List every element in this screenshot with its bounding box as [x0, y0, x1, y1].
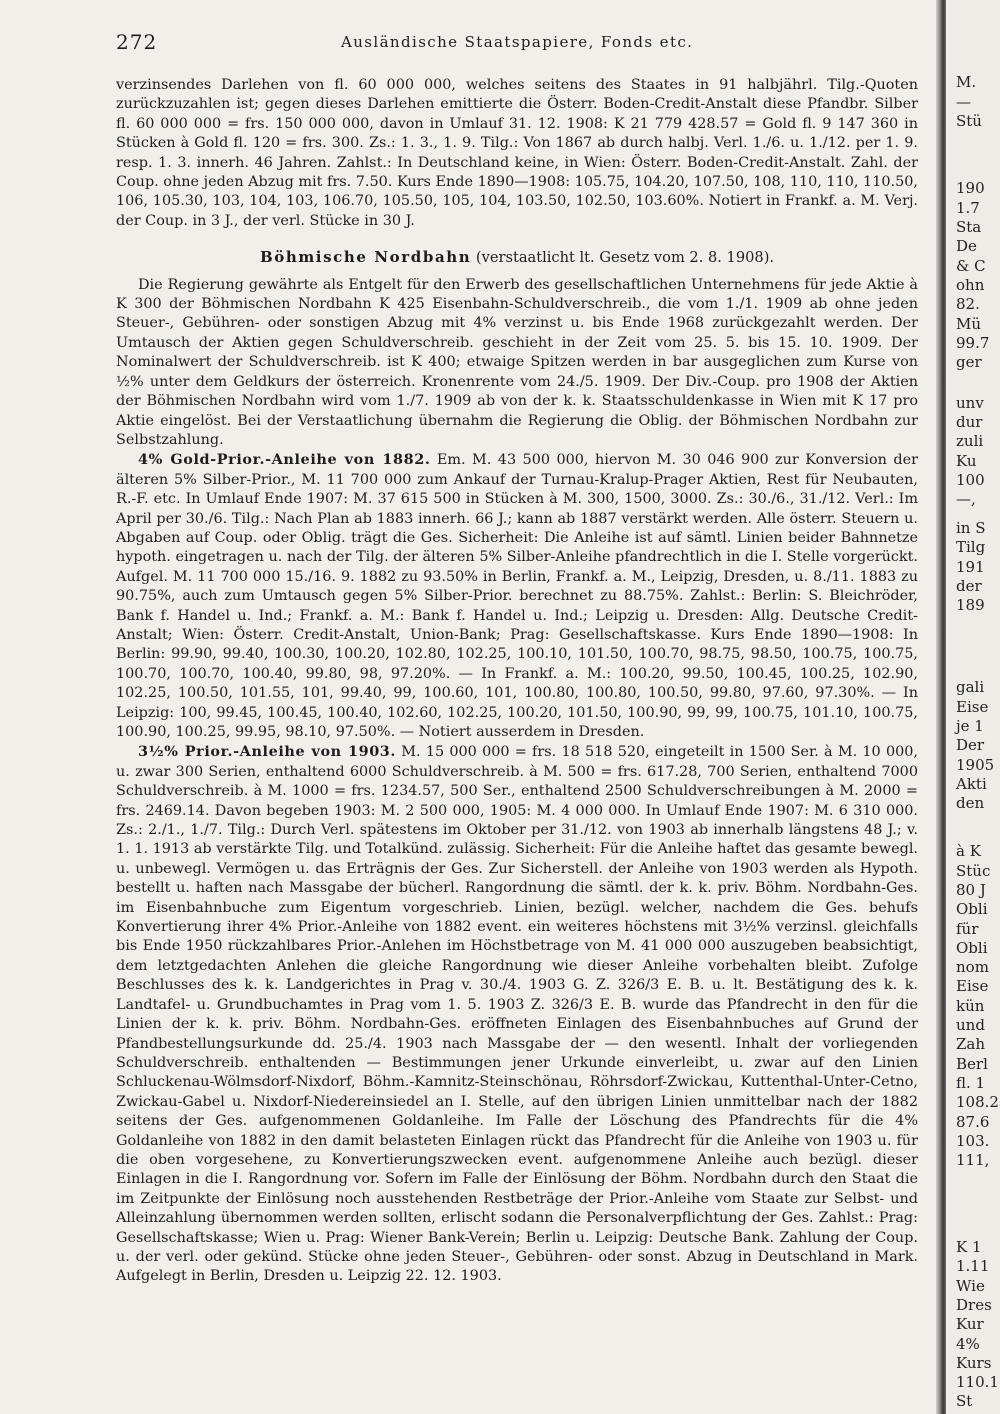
adjacent-page-fragment: 189: [956, 596, 985, 615]
adjacent-page-edge: [948, 0, 1000, 1414]
loan-1903-title: 3½% Prior.-Anleihe von 1903.: [138, 743, 397, 761]
adjacent-page-fragment: je 1: [956, 716, 984, 735]
book-spine-shadow: [936, 0, 946, 1414]
adjacent-page-fragment: Wie: [956, 1276, 985, 1295]
loan-1903-text: M. 15 000 000 = frs. 18 518 520, eingeteilt in 1500 Ser. à M. 10 000, u. zwar 300 Serien, enthaltend 6000 Schuldverschreib. à M. 500 = frs. 617.28, 700 Serien, enthaltend 7000 Schuldverschreib. à M. 1000 = frs. 1234.57, 500 Ser., enthaltend 2500 Schuldverschreibungen à M. 2000 = frs. 2469.14. Davon begeben 1903: M. 2 500 000, 1905: M. 4 000 000. In Umlauf Ende 1907: M. 6 310 000. Zs.: 2./1., 1./7. Tilg.: Durch Verl. spätestens im Oktober per 31./12. von 1903 ab innerhalb längstens 48 J.; v. 1. 1. 1913 ab verstärkte Tilg. und Totalkünd. zulässig. Sicherheit: Für die Anleihe haftet das gesamte bewegl. u. unbewegl. Vermögen u. das Erträgnis der Ges. Zur Sicherstell. der Anleihe von 1903 werden als Hypoth. bestellt u. haften nach Massgabe der bücherl. Rangordnung die sämtl. der k. k. priv. Böhm. Nordbahn-Ges. im Eisenbahnbuche zum Eigentum vorgeschrieb. Linien, bezügl. welcher, nachdem die Ges. behufs Konvertierung ihrer 4% Prior.-Anleihe von 1882 event. ein weiteres höchstens mit 3½% verzinsl. gleichfalls bis Ende 1950 rückzahlbares Prior.-Anlehen im Höchstbetrage von M. 41 000 000 auszugeben beabsichtigt, dem letztgedachten Anlehen die gleiche Rangordnung wie dieser Anleihe vorbehalten bleibt. Zufolge Beschlusses des k. k. Landgerichtes in Prag v. 30./4. 1903 G. Z. 326/3 E. B. u. lt. Bestätigung des k. k. Landtafel- u. Grundbuchamtes in Prag vom 1. 5. 1903 Z. 326/3 E. B. wurde das Pfandrecht in den für die Linien der k. k. priv. Böhm. Nordbahn-Ges. eröffneten Einlagen des Eisenbahnbuches auf Grund der Pfandbestellungsurkunde dd. 25./4. 1903 nach Massgabe der — den wesentl. Inhalt der vorliegenden Schuldverschreib. enthaltenden — Bestimmungen jener Urkunde einverleibt, u. zwar auf den Linien Schluckenau-Wölmsdorf-Nixdorf, Böhm.-Kamnitz-Steinschönau, Röhrsdorf-Zwickau, Kuttenthal-Unter-Cetno, Zwickau-Gabel u. Nixdorf-Niedereinsiedel an I. Stelle, auf den übrigen Linien unmittelbar nach der 1882 seitens der Ges. aufgenommenen Goldanleihe. Im Falle der Löschung des Pfandrechts für die 4% Goldanleihe von 1882 in den damit belasteten Einlagen rückt das Pfandrecht für die Anleihe von 1903 u. für die oben vorgesehene, zu Konvertierungszwecken event. aufgenommene Anleihe auch bezügl. dieser Einlagen in die I. Rangordnung vor. Sofern im Falle der Einlösung der Böhm. Nordbahn durch den Staat die im Zeitpunkte der Einlösung noch ausstehenden Restbeträge der Prior.-Anleihe vom Staate zur Selbst- und Alleinzahlung übernommen werden sollten, erlischt sodann die Personalverpflichtung der Ges. Zahlst.: Prag: Gesellschaftskasse; Wien u. Prag: Wiener Bank-Verein; Berlin u. Leipzig: Deutsche Bank. Zahlung der Coup. u. der verl. oder gekünd. Stücke ohne jeden Steuer-, Gebühren- oder sonst. Abzug in Deutschland in Mark. Aufgelegt in Berlin, Dresden u. Leipzig 22. 12. 1903.: [116, 744, 918, 1285]
adjacent-page-fragment: ohn: [956, 275, 985, 294]
adjacent-page-fragment: Eise: [956, 977, 989, 996]
adjacent-page-fragment: 190: [956, 179, 985, 198]
adjacent-page-fragment: M.: [956, 73, 977, 92]
adjacent-page-fragment: Obli: [956, 900, 988, 919]
loan-1903-paragraph: [116, 742, 918, 1286]
page-number: 272: [116, 30, 158, 54]
adjacent-page-fragment: —: [956, 92, 971, 111]
adjacent-page-fragment: St: [956, 1392, 973, 1411]
adjacent-page-fragment: Mü: [956, 314, 982, 333]
adjacent-page-fragment: kün: [956, 996, 985, 1015]
adjacent-page-fragment: Dres: [956, 1295, 992, 1314]
adjacent-page-fragment: Sta: [956, 218, 982, 237]
adjacent-page-fragment: Kur: [956, 1315, 984, 1334]
adjacent-page-fragment: & C: [956, 256, 986, 275]
adjacent-page-fragment: 103.: [956, 1131, 990, 1150]
adjacent-page-fragment: Stü: [956, 111, 982, 130]
adjacent-page-fragment: K 1: [956, 1238, 982, 1257]
adjacent-page-fragment: De: [956, 237, 977, 256]
adjacent-page-fragment: für: [956, 919, 979, 938]
adjacent-page-fragment: unv: [956, 393, 984, 412]
adjacent-page-fragment: —,: [956, 490, 976, 509]
page-header: [116, 30, 916, 56]
adjacent-page-fragment: Zah: [956, 1035, 986, 1054]
loan-1882-text: Em. M. 43 500 000, hiervon M. 30 046 900 zur Konversion der älteren 5% Silber-Prior., M. 11 700 000 zum Ankauf der Turnau-Kralup-Prager Aktien, Rest für Neubauten, R.-F. etc. In Umlauf Ende 1907: M. 37 615 500 in Stücken à M. 300, 1500, 3000. Zs.: 30./6., 31./12. Verl.: Im April per 30./6. Tilg.: Nach Plan ab 1883 innerh. 66 J.; kann ab 1887 verstärkt werden. Alle österr. Steuern u. Abgaben auf Coup. oder Oblig. trägt die Ges. Sicherheit: Die Anleihe ist auf sämtl. Linien beider Bahnnetze hypoth. eingetragen u. nach der Tilg. der älteren 5% Silber-Anleihe pfandrechtlich in die I. Stelle vorgerückt. Aufgel. M. 11 700 000 15./16. 9. 1882 zu 93.50% in Berlin, Frankf. a. M., Leipzig, Dresden, u. 8./11. 1883 zu 90.75%, auch zum Umtausch gegen 5% Silber-Prior. berechnet zu 88.75%. Zahlst.: Berlin: S. Bleichröder, Bank f. Handel u. Ind.; Frankf. a. M.: Bank f. Handel u. Ind.; Leipzig u. Dresden: Allg. Deutsche Credit-Anstalt; Wien: Österr. Credit-Anstalt, Union-Bank; Prag: Gesellschaftskasse. Kurs Ende 1890—1908: In Berlin: 99.90, 99.40, 100.30, 100.20, 102.80, 102.25, 100.10, 101.50, 100.70, 98.75, 98.50, 100.75, 100.75, 100.70, 100.70, 100.40, 99.80, 98, 97.20%. — In Frankf. a. M.: 100.20, 99.50, 100.45, 100.25, 102.90, 102.25, 100.50, 101.55, 101, 99.40, 99, 100.60, 101, 100.80, 100.80, 100.50, 99.80, 97.60, 97.30%. — In Leipzig: 100, 99.45, 100.45, 100.40, 102.60, 102.25, 100.20, 101.50, 100.90, 99, 99, 100.75, 101.10, 100.75, 100.90, 100.25, 99.95, 98.10, 97.50%. — Notiert ausserdem in Dresden.: [116, 452, 918, 740]
adjacent-page-fragment: in S: [956, 519, 986, 538]
intro-paragraph: verzinsendes Darlehen von fl. 60 000 000, welches seitens des Staates in 91 halbjährl. Tilg.-Quoten zurückzuzahlen ist; gegen dieses Darlehen emittierte die Österr. Boden-Credit-Anstalt diese Pfandbr. Silber fl. 60 000 000 = frs. 150 000 000, davon in Umlauf 31. 12. 1908: K 21 779 428.57 = Gold fl. 9 147 360 in Stücken à Gold fl. 120 = frs. 300. Zs.: 1. 3., 1. 9. Tilg.: Von 1867 ab durch halbj. Verl. 1./6. u. 1./12. per 1. 9. resp. 1. 3. innerh. 46 Jahren. Zahlst.: In Deutschland keine, in Wien: Österr. Boden-Credit-Anstalt. Zahl. der Coup. ohne jeden Abzug mit frs. 7.50. Kurs Ende 1890—1908: 105.75, 104.20, 107.50, 108, 110, 110, 110.50, 106, 105.30, 103, 104, 103, 106.70, 105.50, 105, 104, 103.50, 102.50, 103.60%. Notiert in Frankf. a. M. Verj. der Coup. in 3 J., der verl. Stücke in 30 J.: [116, 77, 918, 229]
adjacent-page-fragment: Der: [956, 736, 985, 755]
adjacent-page-fragment: dur: [956, 412, 983, 431]
adjacent-page-fragment: Stüc: [956, 861, 991, 880]
adjacent-page-fragment: 108.2: [956, 1093, 999, 1112]
adjacent-page-fragment: Eise: [956, 697, 989, 716]
adjacent-page-fragment: 1.7: [956, 198, 980, 217]
adjacent-page-fragment: 100: [956, 470, 985, 489]
adjacent-page-fragment: Akti: [956, 774, 987, 793]
adjacent-page-fragment: fl. 1: [956, 1073, 986, 1092]
adjacent-page-fragment: à K: [956, 842, 981, 861]
running-title: Ausländische Staatspapiere, Fonds etc.: [341, 33, 694, 51]
adjacent-page-fragment: 110.1: [956, 1373, 999, 1392]
adjacent-page-fragment: der: [956, 577, 982, 595]
adjacent-page-fragment: 82.: [956, 295, 980, 314]
section-heading: [116, 248, 918, 267]
loan-1882-paragraph: [116, 450, 918, 742]
section-paragraph: Die Regierung gewährte als Entgelt für den Erwerb des gesellschaftlichen Unternehmens für jede Aktie à K 300 der Böhmischen Nordbahn K 425 Eisenbahn-Schuldverschreib., die vom 1./1. 1909 ab ohne jeden Steuer-, Gebühren- oder sonstigen Abzug mit 4% verzinst u. bis Ende 1968 zurückgezahlt werden. Der Umtausch der Aktien gegen Schuldverschreib. geschieht in der Zeit vom 25. 5. bis 15. 10. 1909. Der Nominalwert der Schuldverschreib. ist K 400; etwaige Spitzen werden in bar ausgeglichen zum Kurse von ½% unter dem Geldkurs der österreich. Kronenrente vom 24./5. 1909. Der Div.-Coup. pro 1908 der Aktien der Böhmischen Nordbahn wird vom 1./7. 1909 ab von der k. k. Staatsschuldenkasse in Wien mit K 17 pro Aktie eingelöst. Bei der Verstaatlichung übernahm die Regierung die Oblig. der Böhmischen Nordbahn zur Selbstzahlung.: [116, 276, 918, 448]
adjacent-page-fragment: 111,: [956, 1151, 990, 1170]
adjacent-page-fragment: Kurs: [956, 1353, 992, 1372]
adjacent-page-fragment: Tilg: [956, 538, 986, 557]
adjacent-page-fragment: gali: [956, 678, 985, 697]
adjacent-page-fragment: und: [956, 1016, 985, 1035]
adjacent-page-fragment: Berl: [956, 1054, 988, 1073]
loan-1882-title: 4% Gold-Prior.-Anleihe von 1882.: [138, 451, 431, 469]
adjacent-page-fragment: 1.11: [956, 1257, 990, 1276]
adjacent-page-fragment: 191: [956, 557, 985, 576]
page-body: [116, 76, 918, 1287]
adjacent-page-fragment: 80 J: [956, 880, 986, 899]
adjacent-page-fragment: Obli: [956, 938, 988, 957]
adjacent-page-fragment: 99.7: [956, 333, 990, 352]
adjacent-page-fragment: nom: [956, 958, 989, 977]
adjacent-page-fragment: ger: [956, 353, 982, 372]
section-subtitle: (verstaatlicht lt. Gesetz vom 2. 8. 1908).: [475, 249, 775, 267]
adjacent-page-fragment: den: [956, 794, 985, 813]
adjacent-page-fragment: Ku: [956, 451, 977, 470]
adjacent-page-fragment: 87.6: [956, 1112, 990, 1131]
adjacent-page-fragment: zuli: [956, 432, 984, 451]
adjacent-page-fragment: 1905: [956, 755, 995, 774]
section-title: Böhmische Nordbahn: [259, 248, 472, 267]
adjacent-page-fragment: 4%: [956, 1334, 980, 1353]
